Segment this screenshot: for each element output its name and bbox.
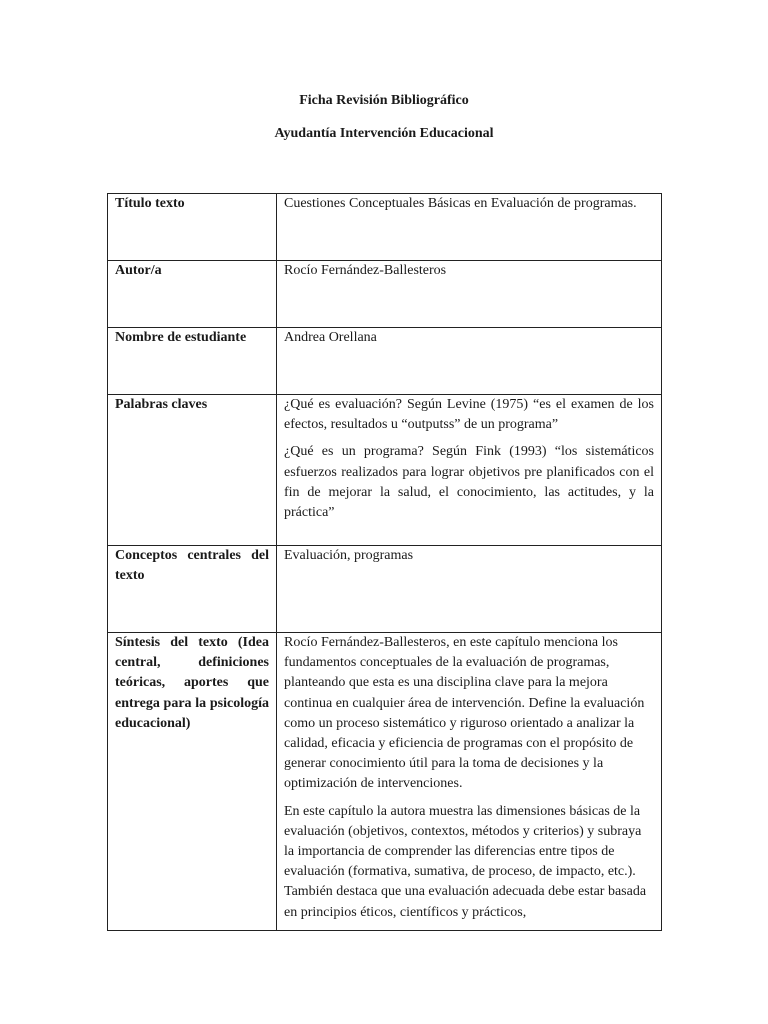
table-row (108, 546, 662, 633)
row-label-estudiante: Nombre de estudiante (108, 328, 277, 395)
palabras-paragraph-1: ¿Qué es evaluación? Según Levine (1975) “es el examen de los efectos, resultados u “outputss” de un programa” (284, 397, 654, 433)
sintesis-paragraph-1: Rocío Fernández-Ballesteros, en este capítulo menciona los fundamentos conceptuales de la evaluación de programas, planteando que esta es una disciplina clave para la mejora continua en cualquier área de intervención. Define la evaluación como un proceso sistemático y riguroso orientado a analizar la calidad, eficacia y eficiencia de programas con el propósito de generar conocimiento útil para la toma de decisiones y la optimización de intervenciones. (284, 635, 645, 792)
row-label-titulo: Título texto (108, 194, 277, 261)
row-value-estudiante: Andrea Orellana (277, 328, 662, 395)
row-label-autor: Autor/a (108, 261, 277, 328)
row-value-autor: Rocío Fernández-Ballesteros (277, 261, 662, 328)
table-row (108, 261, 662, 328)
sintesis-paragraph-2: En este capítulo la autora muestra las dimensiones básicas de la evaluación (objetivos, contextos, métodos y criterios) y subraya la importancia de comprender las diferencias entre tipos de evaluación (formativa, sumativa, de proceso, de impacto, etc.). También destaca que una evaluación adecuada debe estar basada en principios éticos, científicos y prácticos, (284, 803, 647, 920)
document-title: Ficha Revisión Bibliográfico (299, 93, 469, 108)
table-row (108, 328, 662, 395)
table-row (108, 194, 662, 261)
document-subtitle: Ayudantía Intervención Educacional (274, 126, 494, 141)
table-row (108, 633, 662, 931)
palabras-paragraph-2: ¿Qué es un programa? Según Fink (1993) “los sistemáticos esfuerzos realizados para lograr objetivos pre planificados con el fin de mejorar la salud, el conocimiento, las actitudes, y la práctica” (284, 444, 654, 521)
row-value-sintesis (277, 633, 662, 931)
row-label-sintesis: Síntesis del texto (Idea central, definiciones teóricas, aportes que entrega para la psicología educacional) (108, 633, 277, 931)
row-label-conceptos: Conceptos centrales del texto (108, 546, 277, 633)
row-value-conceptos: Evaluación, programas (277, 546, 662, 633)
row-value-titulo: Cuestiones Conceptuales Básicas en Evaluación de programas. (277, 194, 662, 261)
table-row (108, 395, 662, 546)
row-label-palabras: Palabras claves (108, 395, 277, 546)
row-value-palabras (277, 395, 662, 546)
review-table (107, 193, 662, 931)
